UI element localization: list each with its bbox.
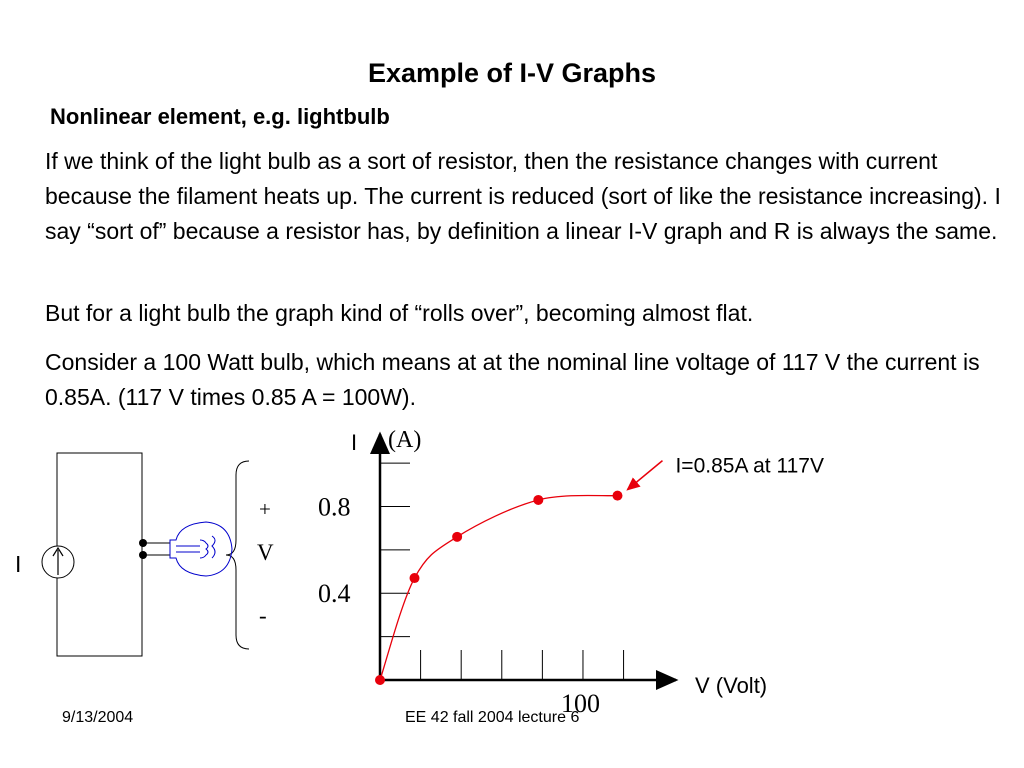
footer-course: EE 42 fall 2004 lecture 6 (405, 709, 580, 726)
footer-date: 9/13/2004 (62, 709, 134, 726)
x-ticks (421, 650, 624, 680)
data-point-2 (452, 532, 462, 542)
data-point-4 (612, 491, 622, 501)
slide-title: Example of I-V Graphs (367, 58, 657, 88)
voltage-label: V (257, 540, 274, 565)
series-points (375, 491, 622, 685)
paragraph-rolls-over: But for a light bulb the graph kind of “rolls over”, becoming almost flat. (45, 300, 754, 326)
paragraph-100-watt: Consider a 100 Watt bulb, which means at at the nominal line voltage of 117 V the current is 0.85A. (117 V times 0.85 A = 100W). (45, 349, 980, 410)
paragraph-resistance: If we think of the light bulb as a sort of resistor, then the resistance changes with current because the filament heats up. The current is reduced (sort of like the resistance increasing). I say “sort of” because a resistor has, by definition a linear I-V graph and R is always the same. (45, 148, 1001, 244)
source-label: I (15, 551, 22, 577)
x-tick-label-0: 100 (560, 689, 600, 718)
annotation-arrow (627, 461, 662, 490)
y-tick-label-1: 0.4 (318, 579, 351, 609)
plus-label: + (259, 497, 271, 521)
y-axis-unit: (A) (388, 427, 422, 453)
x-axis-label: V (Volt) (695, 673, 768, 698)
y-tick-label-0: 0.8 (318, 492, 351, 522)
minus-label: - (259, 603, 267, 628)
y-ticks (380, 463, 410, 637)
y-axis-symbol: I (351, 430, 358, 455)
data-point-3 (533, 495, 543, 505)
series-curve (380, 495, 617, 680)
data-point-1 (410, 573, 420, 583)
slide-subtitle: Nonlinear element, e.g. lightbulb (50, 104, 390, 129)
data-point-0 (375, 675, 385, 685)
y-tick-labels (318, 492, 351, 608)
annotation-text: I=0.85A at 117V (675, 454, 824, 478)
